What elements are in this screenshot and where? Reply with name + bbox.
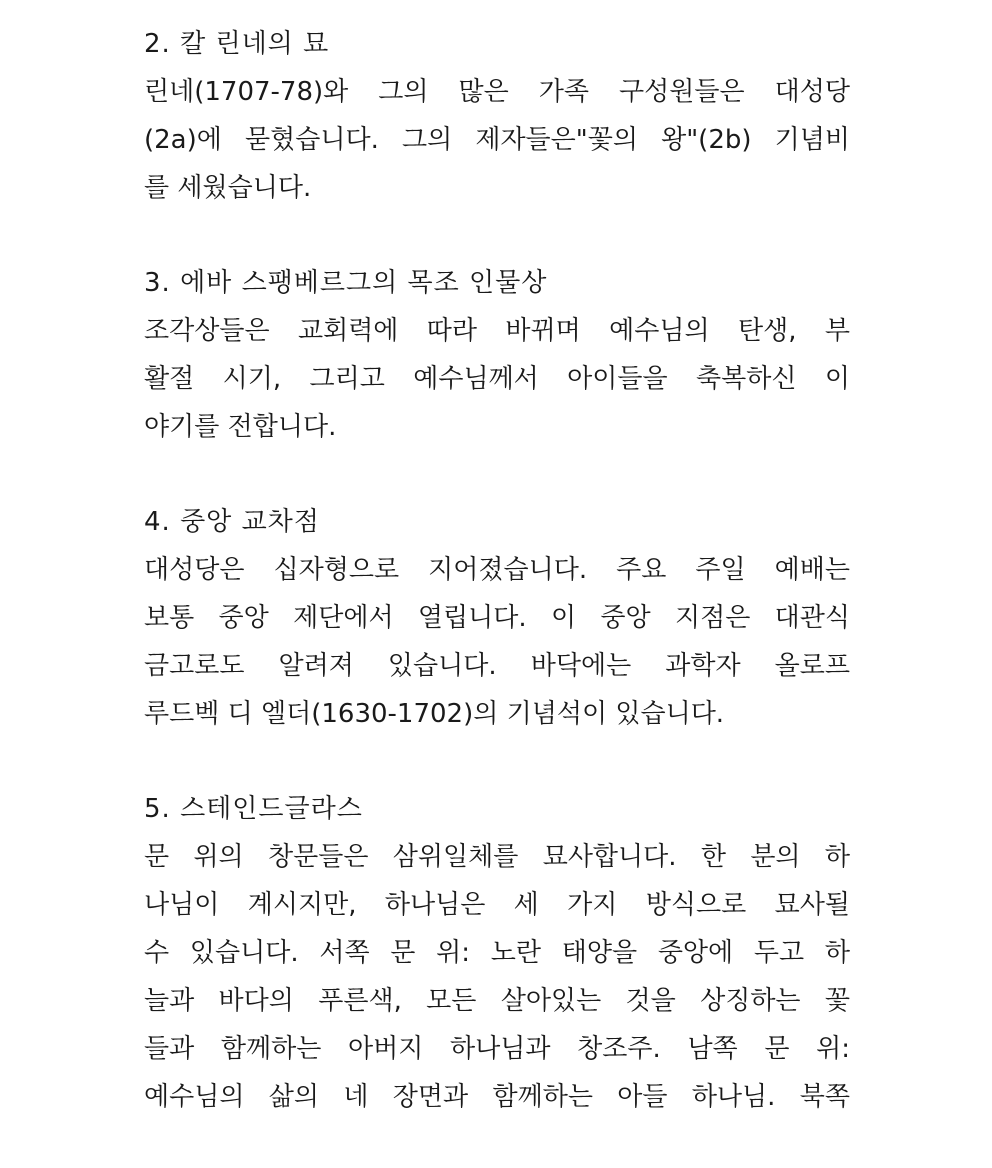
section-paragraph [144, 546, 850, 738]
document-page [144, 20, 850, 1168]
paragraph-line: 활절 시기, 그리고 예수님께서 아이들을 축복하신 이 [144, 364, 850, 394]
section-heading: 5. 스테인드글라스 [144, 794, 363, 824]
paragraph-line: 문 위의 창문들은 삼위일체를 묘사합니다. 한 분의 하 [144, 842, 850, 872]
section-stained-glass [144, 785, 850, 1121]
section-heading: 4. 중앙 교차점 [144, 507, 320, 537]
paragraph-line: 린네(1707-78)와 그의 많은 가족 구성원들은 대성당 [144, 77, 850, 107]
section-paragraph [144, 68, 850, 212]
paragraph-line: 늘과 바다의 푸른색, 모든 살아있는 것을 상징하는 꽃 [144, 986, 850, 1016]
paragraph-line: 나님이 계시지만, 하나님은 세 가지 방식으로 묘사될 [144, 890, 850, 920]
section-eva-spangberg-figures [144, 259, 850, 451]
paragraph-line: 를 세웠습니다. [144, 173, 312, 203]
paragraph-line: 루드벡 디 엘더(1630-1702)의 기념석이 있습니다. [144, 699, 725, 729]
paragraph-line: 보통 중앙 제단에서 열립니다. 이 중앙 지점은 대관식 [144, 603, 850, 633]
paragraph-line: 들과 함께하는 아버지 하나님과 창조주. 남쪽 문 위: [144, 1034, 850, 1064]
section-paragraph [144, 833, 850, 1121]
section-heading: 3. 에바 스팽베르그의 목조 인물상 [144, 268, 548, 298]
paragraph-line: (2a)에 묻혔습니다. 그의 제자들은"꽃의 왕"(2b) 기념비 [144, 125, 850, 155]
paragraph-line: 금고로도 알려져 있습니다. 바닥에는 과학자 올로프 [144, 651, 850, 681]
paragraph-line: 조각상들은 교회력에 따라 바뀌며 예수님의 탄생, 부 [144, 316, 850, 346]
section-paragraph [144, 307, 850, 451]
section-linnaeus-grave [144, 20, 850, 212]
paragraph-line: 예수님의 삶의 네 장면과 함께하는 아들 하나님. 북쪽 [144, 1082, 850, 1112]
section-central-crossing [144, 498, 850, 738]
paragraph-line: 대성당은 십자형으로 지어졌습니다. 주요 주일 예배는 [144, 555, 850, 585]
paragraph-line: 수 있습니다. 서쪽 문 위: 노란 태양을 중앙에 두고 하 [144, 938, 850, 968]
paragraph-line: 야기를 전합니다. [144, 412, 337, 442]
section-heading: 2. 칼 린네의 묘 [144, 29, 330, 59]
